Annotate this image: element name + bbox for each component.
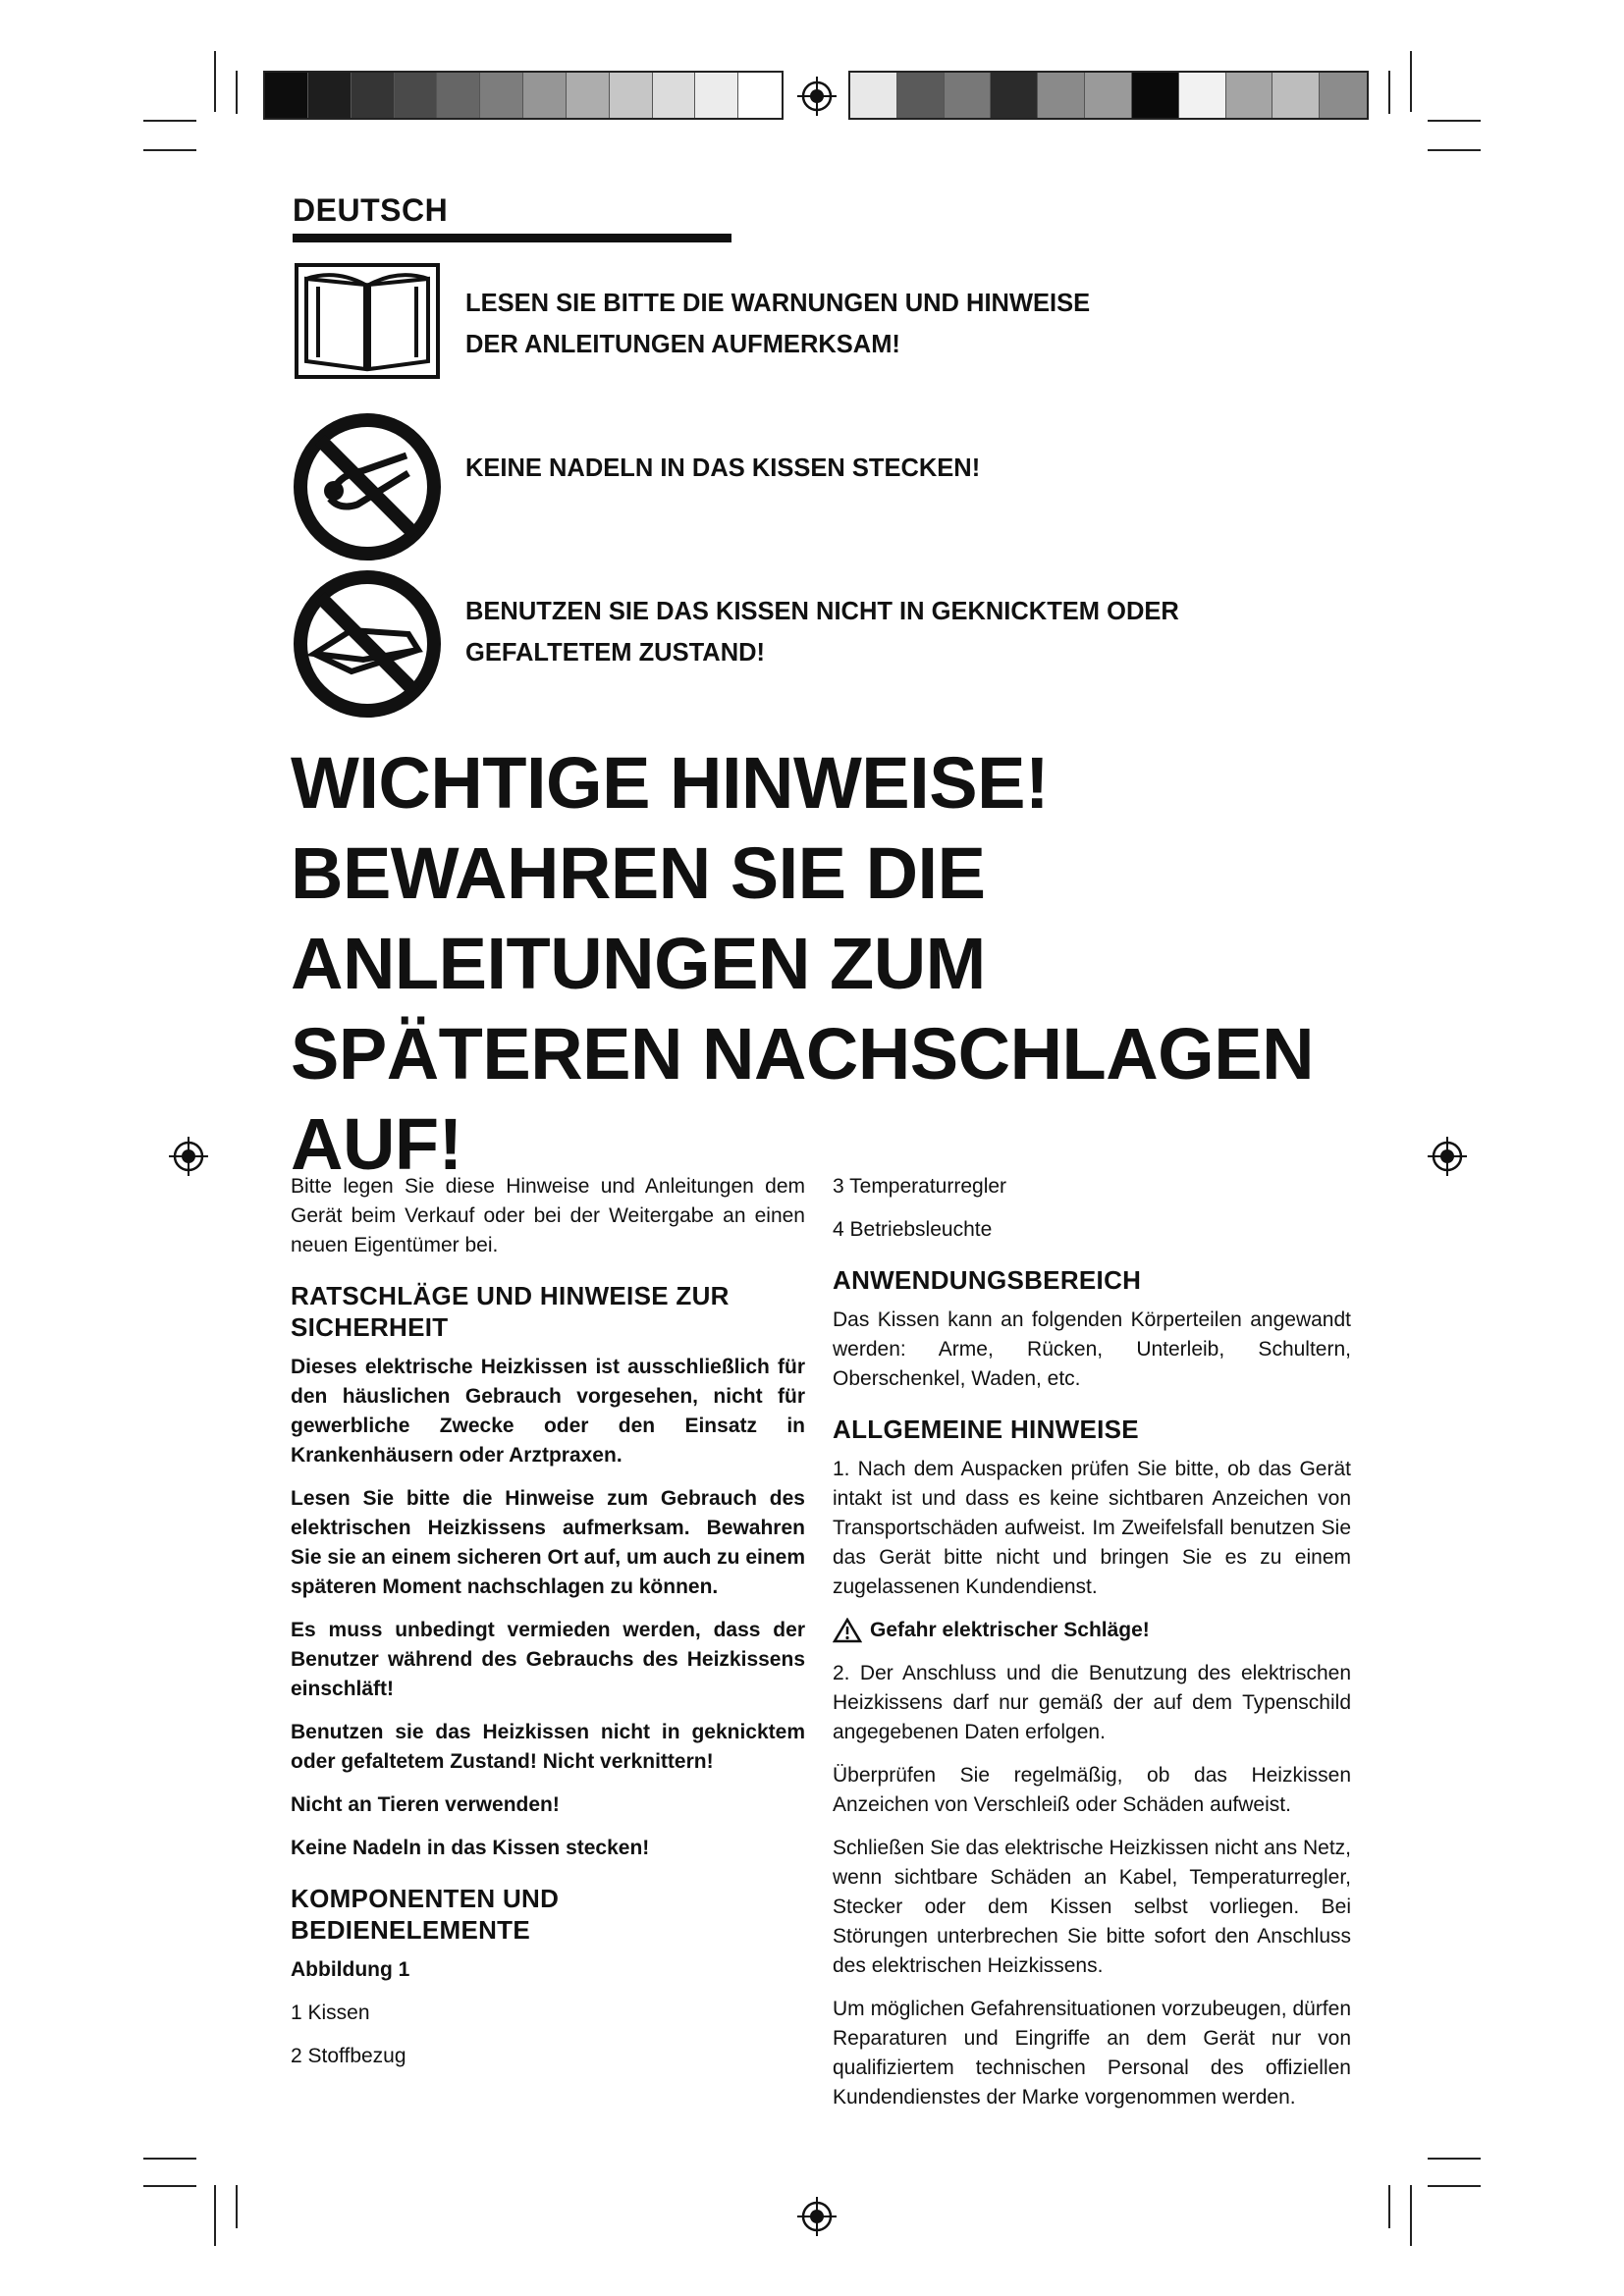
warning-text-line: KEINE NADELN IN DAS KISSEN STECKEN! [465,454,981,482]
left-column [291,1172,805,2085]
color-swatch [610,73,653,118]
color-swatch [991,73,1038,118]
general-paragraph: 2. Der Anschluss und die Benutzung des elektrischen Heizkissens darf nur gemäß der auf dem Typenschild angegebenen Daten erfolgen. [833,1662,1351,1743]
warning-text-line: BENUTZEN SIE DAS KISSEN NICHT IN GEKNICKTEM ODER [465,598,1179,625]
headline-line: SPÄTEREN NACHSCHLAGEN [291,1013,1315,1095]
color-swatch [1226,73,1273,118]
color-swatch [395,73,438,118]
safety-paragraph: Nicht an Tieren verwenden! [291,1793,560,1816]
color-swatch [1179,73,1226,118]
headline-line: ANLEITUNGEN ZUM [291,923,986,1004]
warning-triangle-icon [833,1618,862,1643]
safety-paragraph: Lesen Sie bitte die Hinweise zum Gebrauch des elektrischen Heizkissens aufmerksam. Bewahren Sie sie an einem sicheren Ort auf, um auch zu einem späteren Moment nachschlagen zu können. [291,1487,806,1598]
component-item: 4 Betriebsleuchte [833,1218,993,1241]
color-swatch [308,73,352,118]
intro-paragraph: Bitte legen Sie diese Hinweise und Anleitungen dem Gerät beim Verkauf oder bei der Weitergabe an einen neuen Eigentümer bei. [291,1175,805,1256]
component-item: 3 Temperaturregler [833,1175,1007,1198]
color-swatch [523,73,567,118]
registration-mark-bottom [795,2195,839,2238]
color-swatch [1085,73,1132,118]
right-column [833,1172,1351,2126]
color-swatch [437,73,480,118]
language-section-label: DEUTSCH [293,192,449,228]
component-item: 2 Stoffbezug [291,2045,406,2067]
no-pins-icon [293,412,442,561]
color-swatch [1038,73,1085,118]
section-underline [293,234,731,242]
warning-no-pins [293,412,1373,561]
safety-paragraph: Es muss unbedingt vermieden werden, dass der Benutzer während des Gebrauchs des Heizkissens einschläft! [291,1619,805,1700]
headline-line: AUF! [291,1103,462,1185]
color-swatch [265,73,308,118]
important-notice-headline [291,738,1371,1190]
components-heading: KOMPONENTEN UND BEDIENELEMENTE [291,1884,560,1945]
registration-mark-top [795,75,839,118]
general-paragraph: Um möglichen Gefahrensituationen vorzubeugen, dürfen Reparaturen und Eingriffe an dem Gerät nur von qualifiziertem technischen Personal des offiziellen Kundendienstes der Marke vorgenommen werden. [833,1998,1351,2109]
color-swatch [1320,73,1367,118]
registration-mark-right [1426,1135,1469,1178]
headline-line: WICHTIGE HINWEISE! [291,742,1050,824]
general-paragraph: Schließen Sie das elektrische Heizkissen nicht ans Netz, wenn sichtbare Schäden an Kabel, Temperaturregler, Stecker oder dem Kissen selbst vorliegen. Bei Störungen unterbrechen Sie bitte sofort den Anschluss des elektrischen Heizkissens. [833,1837,1351,1977]
color-swatch [352,73,395,118]
shock-warning [833,1616,1351,1645]
color-swatch [567,73,610,118]
usage-heading: ANWENDUNGSBEREICH [833,1265,1142,1295]
color-swatch [738,73,782,118]
shock-warning-text: Gefahr elektrischer Schläge! [870,1619,1150,1641]
warning-no-folding [293,565,1373,715]
color-swatch [850,73,897,118]
color-swatch [695,73,738,118]
warning-text-line: DER ANLEITUNGEN AUFMERKSAM! [465,331,900,358]
color-swatch [1132,73,1179,118]
open-book-icon [293,259,442,383]
warning-read-instructions [293,261,1373,399]
color-calibration-bar-right [848,71,1369,120]
color-swatch [480,73,523,118]
color-swatch [1272,73,1320,118]
color-swatch [653,73,696,118]
color-swatch [897,73,945,118]
warning-text-line: LESEN SIE BITTE DIE WARNUNGEN UND HINWEISE [465,290,1091,317]
usage-paragraph: Das Kissen kann an folgenden Körperteilen angewandt werden: Arme, Rücken, Unterleib, Schultern, Oberschenkel, Waden, etc. [833,1308,1351,1390]
color-swatch [945,73,992,118]
general-paragraph: 1. Nach dem Auspacken prüfen Sie bitte, ob das Gerät intakt ist und dass es keine sichtbaren Anzeichen von Transportschäden aufweist. Im Zweifelsfall benutzen Sie das Gerät bitte nicht und bringen Sie es zu einem zugelassenen Kundendienst. [833,1458,1351,1598]
headline-line: BEWAHREN SIE DIE [291,832,986,914]
safety-paragraph: Dieses elektrische Heizkissen ist ausschließlich für den häuslichen Gebrauch vorgesehen, nicht für gewerbliche Zwecke oder den Einsatz in Krankenhäusern oder Arztpraxen. [291,1356,805,1467]
safety-heading: RATSCHLÄGE UND HINWEISE ZUR SICHERHEIT [291,1281,730,1342]
registration-mark-left [167,1135,210,1178]
warning-text-line: GEFALTETEM ZUSTAND! [465,639,766,667]
component-item: 1 Kissen [291,2002,370,2024]
safety-paragraph: Keine Nadeln in das Kissen stecken! [291,1837,650,1859]
general-heading: ALLGEMEINE HINWEISE [833,1415,1139,1444]
general-paragraph: Überprüfen Sie regelmäßig, ob das Heizkissen Anzeichen von Verschleiß oder Schäden aufweist. [833,1764,1351,1816]
safety-paragraph: Benutzen sie das Heizkissen nicht in geknicktem oder gefaltetem Zustand! Nicht verknittern! [291,1721,805,1773]
figure-label: Abbildung 1 [291,1958,410,1981]
no-folding-icon [293,569,442,719]
color-calibration-bar-left [263,71,784,120]
